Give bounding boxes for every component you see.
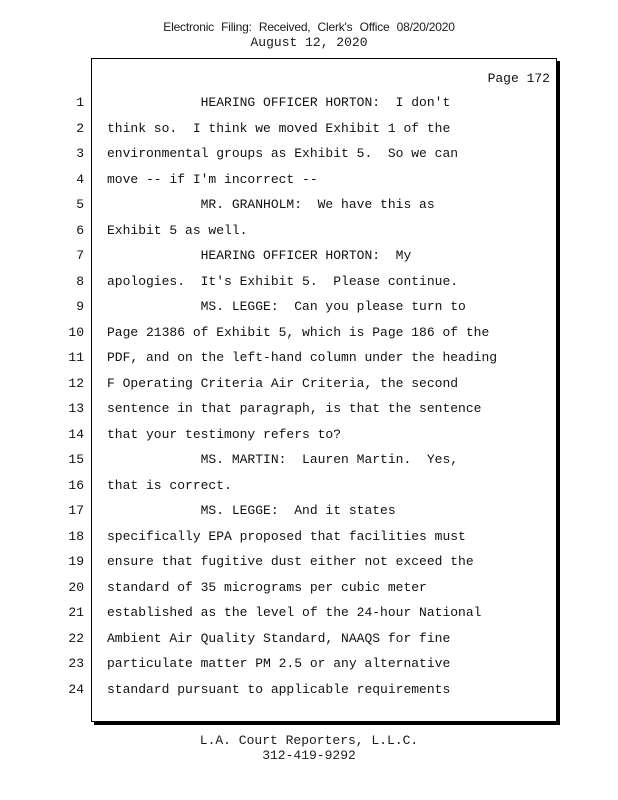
line-number: 2 — [76, 121, 84, 136]
line-number: 8 — [76, 274, 84, 289]
line-number: 13 — [68, 401, 84, 416]
line-number: 4 — [76, 172, 84, 187]
line-number: 22 — [68, 631, 84, 646]
transcript-line: MS. LEGGE: And it states — [107, 503, 396, 518]
line-number: 9 — [76, 299, 84, 314]
line-number: 16 — [68, 478, 84, 493]
transcript-line: environmental groups as Exhibit 5. So we can — [107, 146, 459, 161]
line-number: 3 — [76, 146, 84, 161]
line-number: 17 — [68, 503, 84, 518]
transcript-line: HEARING OFFICER HORTON: My — [107, 248, 412, 263]
line-number: 14 — [68, 427, 84, 442]
transcript-line: MS. MARTIN: Lauren Martin. Yes, — [107, 452, 459, 467]
line-number: 21 — [68, 605, 84, 620]
transcript-line: Exhibit 5 as well. — [107, 223, 248, 238]
line-number: 23 — [68, 656, 84, 671]
transcript-line: think so. I think we moved Exhibit 1 of the — [107, 121, 451, 136]
transcript-line: established as the level of the 24-hour National — [107, 605, 482, 620]
line-number: 20 — [68, 580, 84, 595]
line-number: 6 — [76, 223, 84, 238]
transcript-line: that is correct. — [107, 478, 232, 493]
transcript-line: MR. GRANHOLM: We have this as — [107, 197, 435, 212]
line-number: 18 — [68, 529, 84, 544]
transcript-line: standard pursuant to applicable requirements — [107, 682, 451, 697]
transcript-line: sentence in that paragraph, is that the sentence — [107, 401, 482, 416]
transcript-line: F Operating Criteria Air Criteria, the second — [107, 376, 459, 391]
transcript-line: apologies. It's Exhibit 5. Please continue. — [107, 274, 459, 289]
line-number: 10 — [68, 325, 84, 340]
transcript-line: that your testimony refers to? — [107, 427, 342, 442]
reporter-phone: 312-419-9292 — [262, 748, 356, 763]
line-number: 12 — [68, 376, 84, 391]
transcript-line: particulate matter PM 2.5 or any alternative — [107, 656, 451, 671]
transcript-line: Ambient Air Quality Standard, NAAQS for fine — [107, 631, 451, 646]
transcript-line: ensure that fugitive dust either not exceed the — [107, 554, 474, 569]
transcript-line: PDF, and on the left-hand column under the heading — [107, 350, 498, 365]
document-date: August 12, 2020 — [250, 35, 368, 50]
reporter-company: L.A. Court Reporters, L.L.C. — [199, 733, 419, 748]
line-number: 1 — [76, 95, 84, 110]
transcript-line: standard of 35 micrograms per cubic meter — [107, 580, 427, 595]
filing-stamp: Electronic Filing: Received, Clerk's Office 08/20/2020 — [163, 20, 455, 34]
line-number: 7 — [76, 248, 84, 263]
page-number: Page 172 — [487, 71, 550, 86]
transcript-line: HEARING OFFICER HORTON: I don't — [107, 95, 451, 110]
transcript-line: move -- if I'm incorrect -- — [107, 172, 318, 187]
line-number: 19 — [68, 554, 84, 569]
transcript-line: specifically EPA proposed that facilities must — [107, 529, 466, 544]
transcript-line: Page 21386 of Exhibit 5, which is Page 186 of the — [107, 325, 490, 340]
transcript-line: MS. LEGGE: Can you please turn to — [107, 299, 466, 314]
line-number: 15 — [68, 452, 84, 467]
line-number: 5 — [76, 197, 84, 212]
line-number: 11 — [68, 350, 84, 365]
line-number: 24 — [68, 682, 84, 697]
